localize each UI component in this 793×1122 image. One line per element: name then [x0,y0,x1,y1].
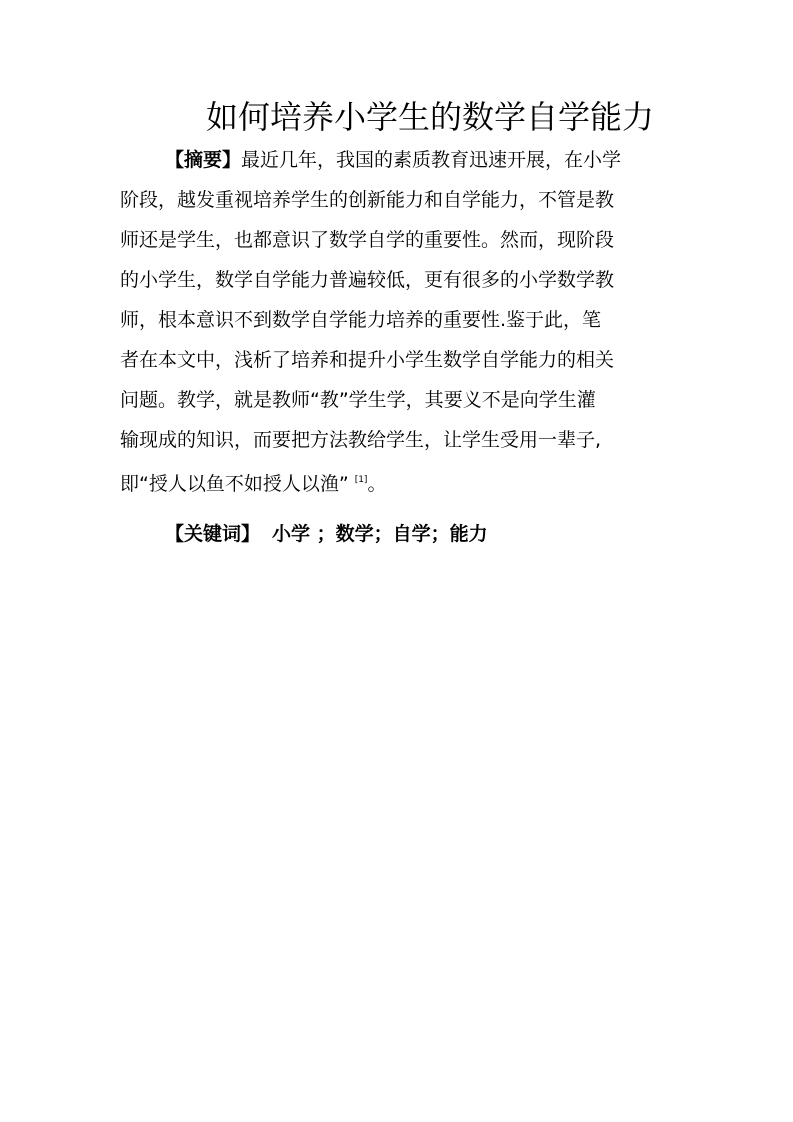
abstract-text: 即“授人以鱼不如授人以渔” [120,473,349,495]
keywords-label: 【关键词】 [165,523,261,545]
citation-marker: [1] [354,475,368,485]
abstract-line: 师还是学生，也都意识了数学自学的重要性。然而，现阶段 [120,229,615,251]
abstract-line [120,140,685,180]
abstract-line: 阶段，越发重视培养学生的创新能力和自学能力，不管是教 [120,189,615,211]
abstract-text: 最近几年，我国的素质教育迅速开展，在小学 [241,149,622,171]
document-title: 如何培养小学生的数学自学能力 [205,98,654,136]
abstract-line: 的小学生，数学自学能力普遍较低，更有很多的小学数学教 [120,269,615,291]
abstract-line: 师，根本意识不到数学自学能力培养的重要性.鉴于此，笔 [120,309,602,331]
abstract-line: 问题。教学，就是教师“教”学生学，其要义不是向学生灌 [120,389,596,411]
abstract-line [120,460,685,504]
abstract-label: 【摘要】 [165,149,242,171]
keywords-value: 小学 ；数学；自学；能力 [272,523,488,545]
abstract-paragraph [120,140,685,504]
abstract-line: 输现成的知识，而要把方法教给学生，让学生受用一辈子, [120,429,602,451]
abstract-line: 者在本文中，浅析了培养和提升小学生数学自学能力的相关 [120,349,615,371]
keywords-line [165,514,488,554]
abstract-end-mark: 。 [367,473,387,495]
